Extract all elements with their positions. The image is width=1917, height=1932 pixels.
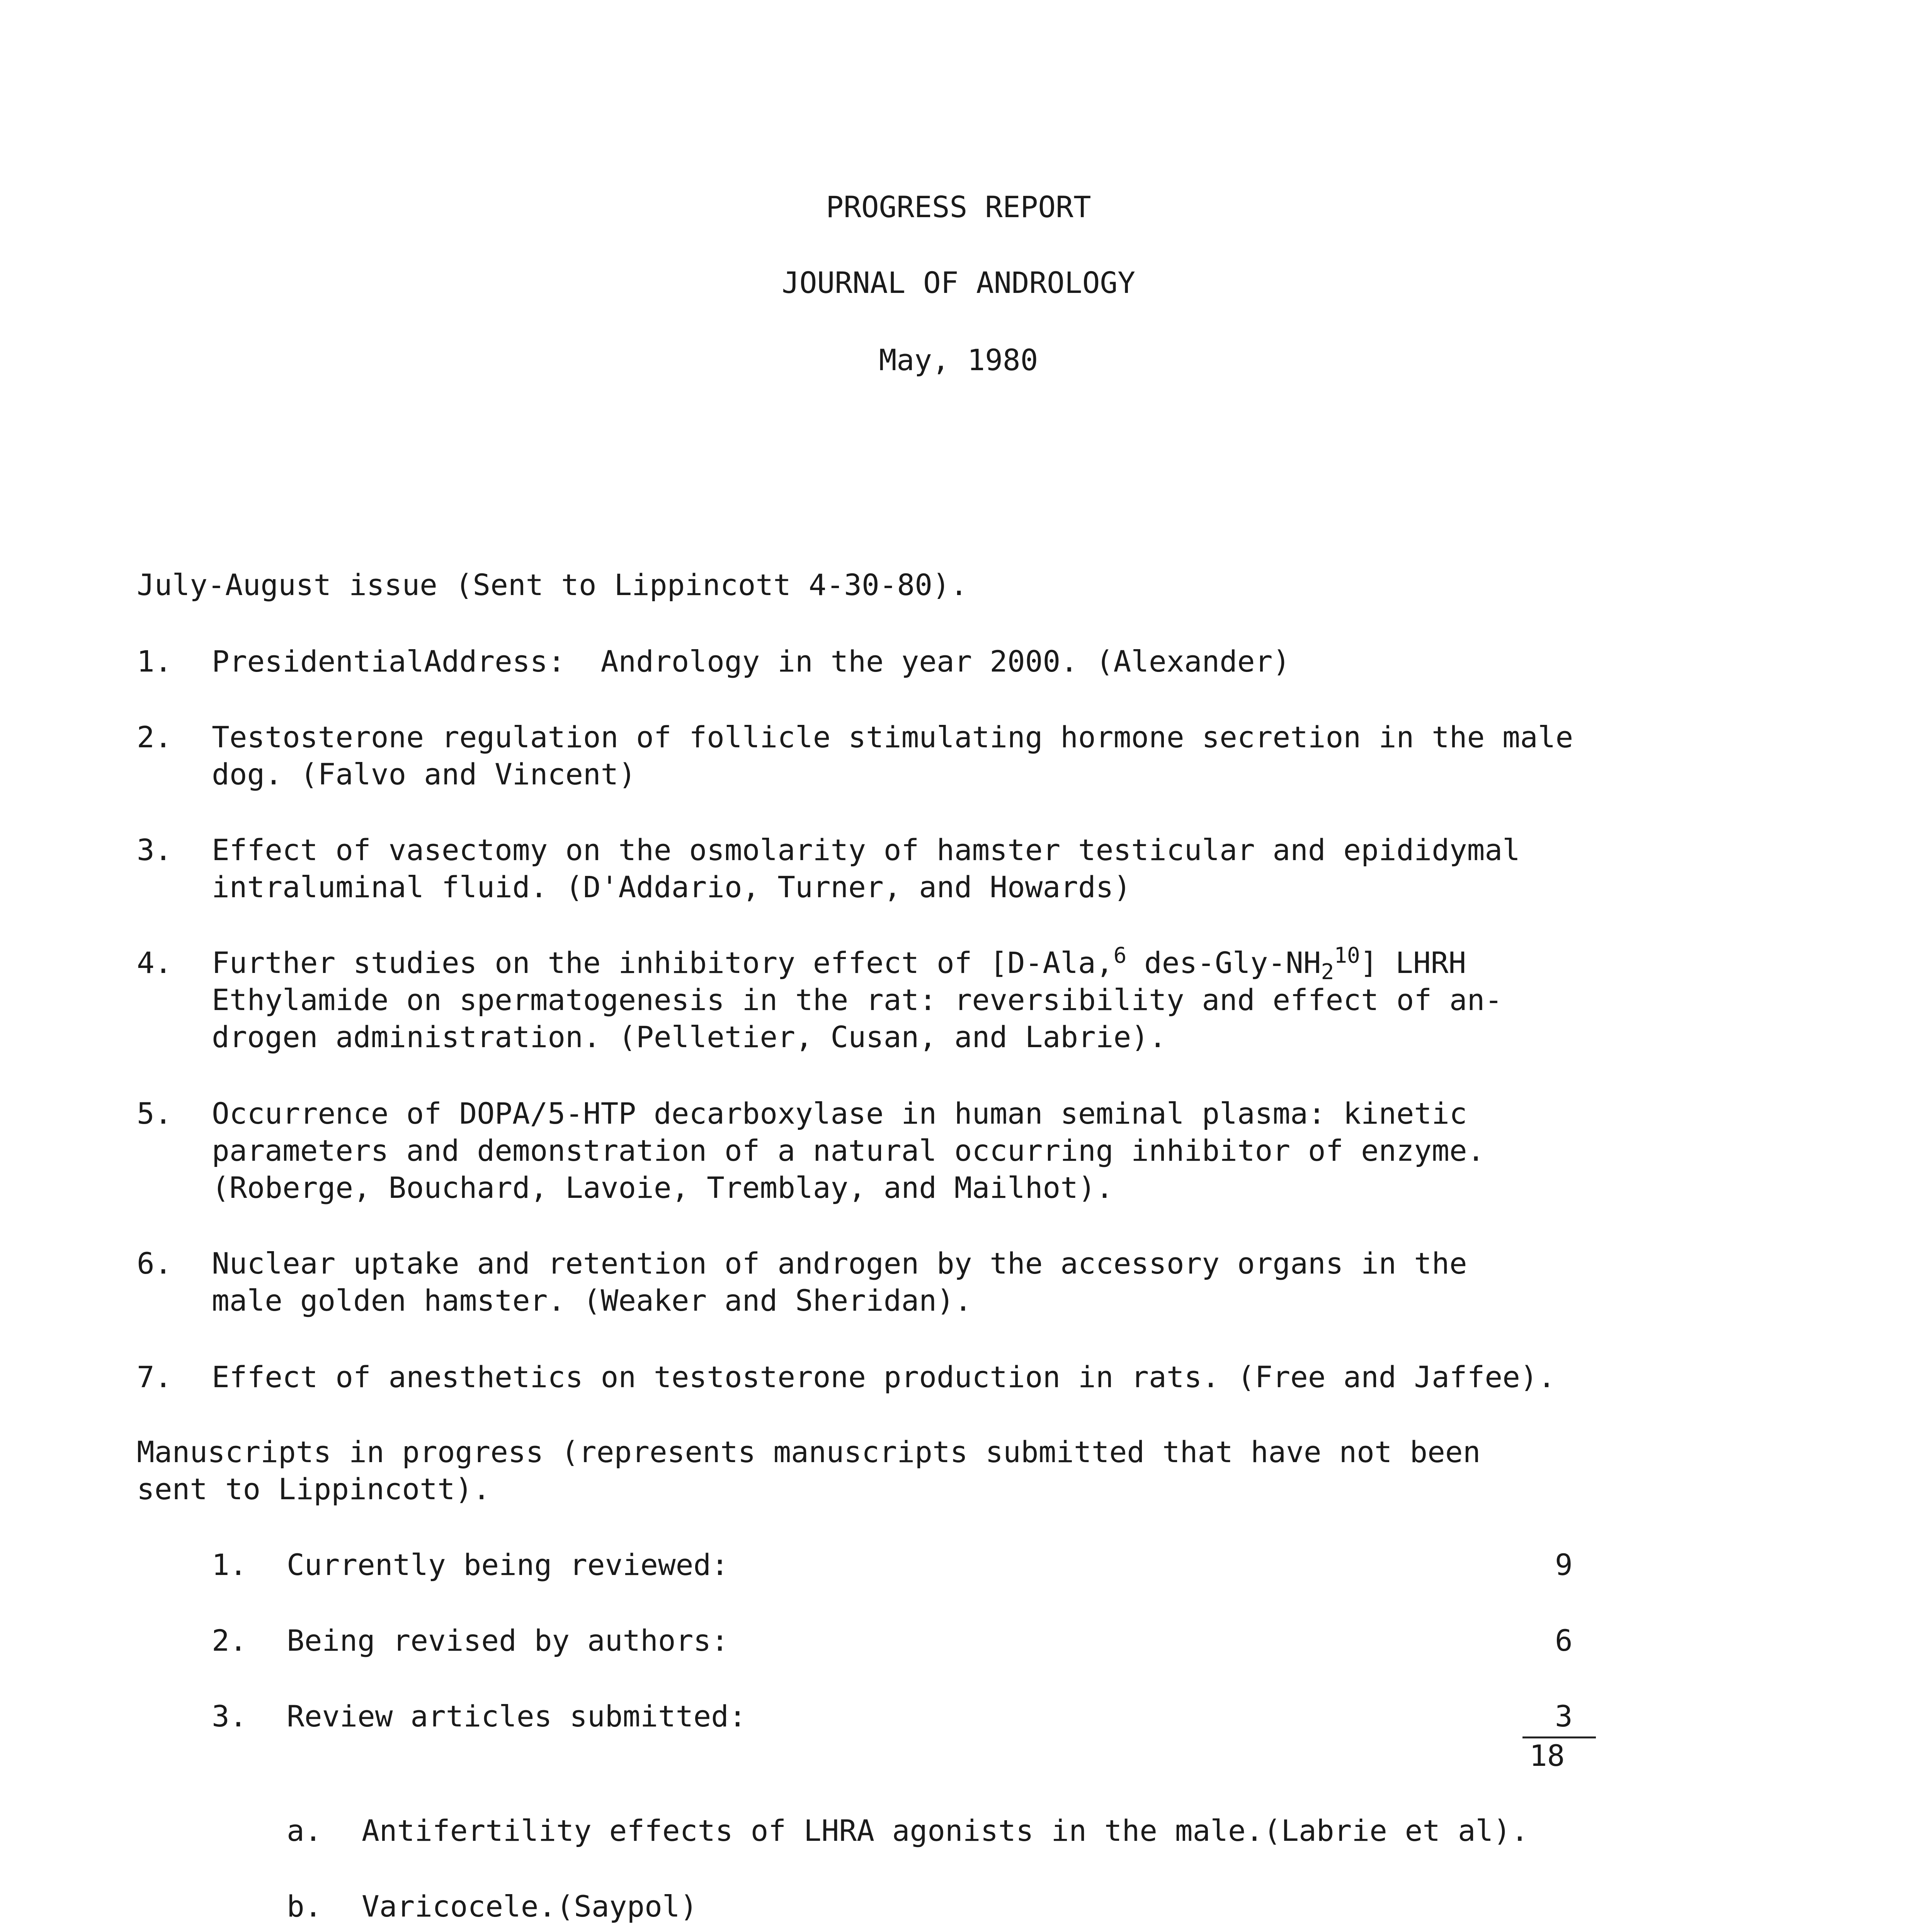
- item-text: (Roberge, Bouchard, Lavoie, Tremblay, and Mailhot).: [212, 1170, 1114, 1205]
- row-label: Currently being reviewed:: [287, 1548, 729, 1582]
- item-text: Ethylamide on spermatogenesis in the rat: reversibility and effect of an-: [212, 983, 1503, 1017]
- item-number: 5.: [137, 1096, 172, 1131]
- item-text: drogen administration. (Pelletier, Cusan, and Labrie).: [212, 1020, 1167, 1054]
- item-number: 1.: [137, 644, 172, 679]
- item-text: PresidentialAddress: Andrology in the year 2000. (Alexander): [212, 644, 1291, 679]
- manuscripts-intro: Manuscripts in progress (represents manuscripts submitted that have not been: [137, 1435, 1481, 1469]
- manuscripts-intro: sent to Lippincott).: [137, 1472, 491, 1506]
- review-text: Varicocele.(Saypol): [362, 1889, 698, 1923]
- row-number: 3.: [212, 1699, 247, 1733]
- item-text: Further studies on the inhibitory effect of [D-Ala,$^6$ des-$Gly-NH_2^{10}$] LHRH: [212, 943, 1466, 985]
- row-count: 3: [1555, 1699, 1573, 1733]
- item-text: Occurrence of DOPA/5-HTP decarboxylase in human seminal plasma: kinetic: [212, 1096, 1467, 1131]
- row-number: 1.: [212, 1548, 247, 1582]
- report-date: May, 1980: [879, 343, 1038, 377]
- review-text: Antifertility effects of LHRA agonists in the male.(Labrie et al).: [362, 1813, 1529, 1848]
- item-text: dog. (Falvo and Vincent): [212, 757, 636, 791]
- row-number: 2.: [212, 1623, 247, 1658]
- item-number: 4.: [137, 946, 172, 980]
- item-text: Effect of vasectomy on the osmolarity of hamster testicular and epididymal: [212, 833, 1520, 867]
- item-text: Nuclear uptake and retention of androgen by the accessory organs in the: [212, 1246, 1467, 1281]
- row-count: 6: [1555, 1623, 1573, 1658]
- item-text: male golden hamster. (Weaker and Sheridan).: [212, 1283, 972, 1318]
- issue-heading: July-August issue (Sent to Lippincott 4-30-80).: [137, 568, 968, 602]
- item-number: 7.: [137, 1360, 172, 1394]
- report-title: PROGRESS REPORT: [826, 190, 1091, 224]
- item-text: parameters and demonstration of a natural occurring inhibitor of enzyme.: [212, 1133, 1485, 1168]
- row-label: Being revised by authors:: [287, 1623, 729, 1658]
- row-count: 9: [1555, 1548, 1573, 1582]
- item-text: Testosterone regulation of follicle stimulating hormone secretion in the male: [212, 720, 1573, 754]
- item-text: intraluminal fluid. (D'Addario, Turner, and Howards): [212, 870, 1131, 904]
- row-total: 18: [1529, 1738, 1565, 1773]
- item-text: Effect of anesthetics on testosterone production in rats. (Free and Jaffee).: [212, 1360, 1556, 1394]
- item-number: 6.: [137, 1246, 172, 1281]
- journal-name: JOURNAL OF ANDROLOGY: [781, 265, 1136, 300]
- review-letter: b.: [287, 1889, 322, 1923]
- item-number: 2.: [137, 720, 172, 754]
- item-number: 3.: [137, 833, 172, 867]
- review-letter: a.: [287, 1813, 322, 1848]
- row-label: Review articles submitted:: [287, 1699, 747, 1733]
